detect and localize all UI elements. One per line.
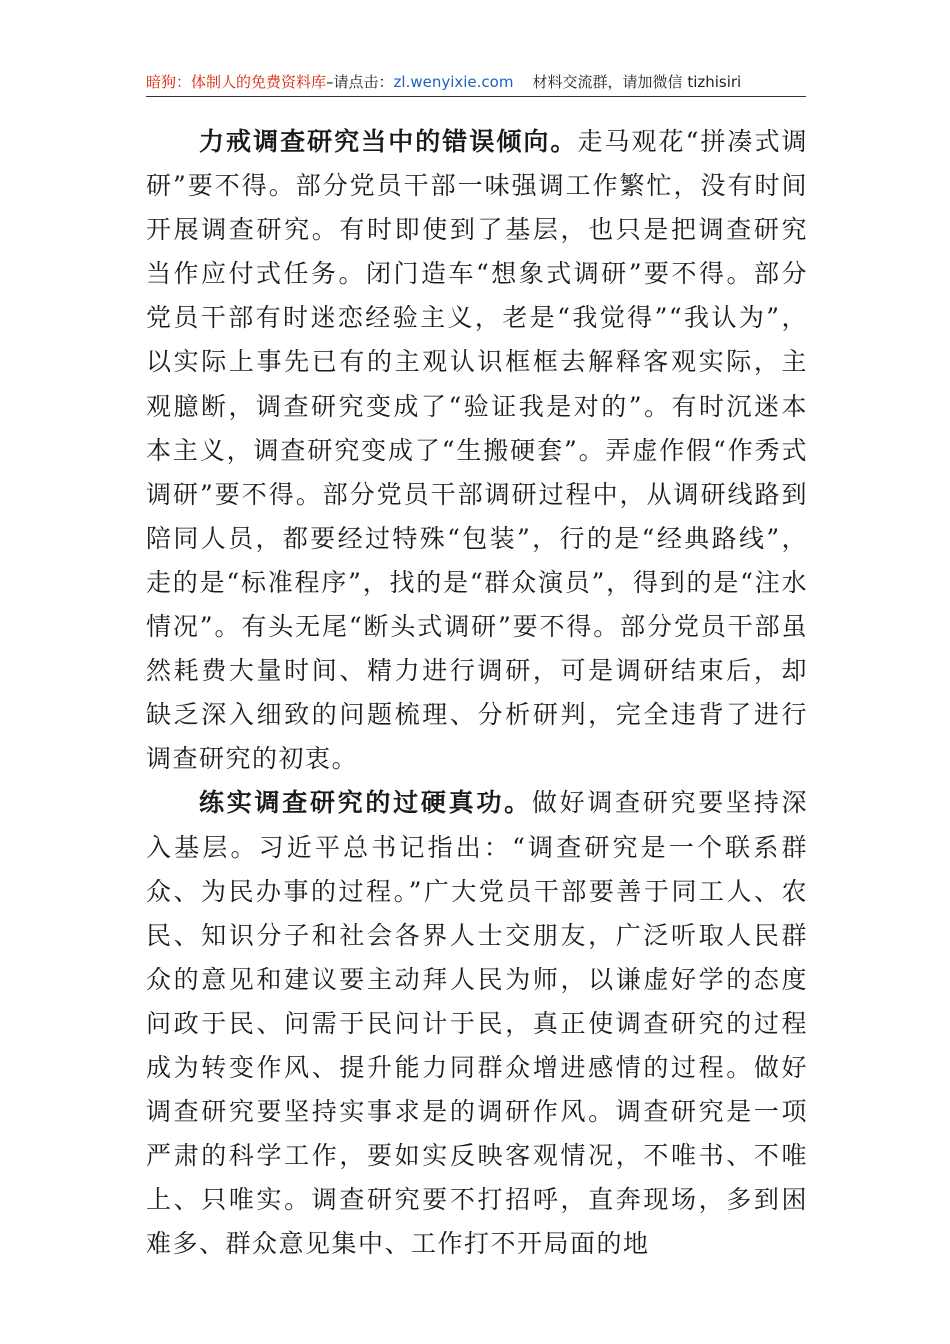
header-brand: 暗狗：体制人的免费资料库 (146, 73, 327, 91)
paragraph-text: 走马观花“拼凑式调研”要不得。部分党员干部一味强调工作繁忙，没有时间开展调查研究。有时即使到了基层，也只是把调查研究当作应付式任务。闭门造车“想象式调研”要不得。部分党员干部有时迷恋经验主义，老是“我觉得”“我认为”，以实际上事先已有的主观认识框框去解释客观实际，主观臆断，调查研究变成了“验证我是对的”。有时沉迷本本主义，调查研究变成了“生搬硬套”。弄虚作假“作秀式调研”要不得。部分党员干部调研过程中，从调研线路到陪同人员，都要经过特殊“包装”，行的是“经典路线”，走的是“标准程序”，找的是“群众演员”，得到的是“注水情况”。有头无尾“断头式调研”要不得。部分党员干部虽然耗费大量时间、精力进行调研，可是调研结束后，却缺乏深入细致的问题梳理、分析研判，完全违背了进行调查研究的初衷。 (146, 127, 808, 774)
header-prompt: –请点击： (326, 73, 394, 91)
paragraph-lead: 练实调查研究的过硬真功。 (199, 788, 532, 818)
header-divider (146, 96, 806, 97)
page-header (146, 70, 806, 94)
paragraph-text: 做好调查研究要坚持深入基层。习近平总书记指出：“调查研究是一个联系群众、为民办事的过程。”广大党员干部要善于同工人、农民、知识分子和社会各界人士交朋友，广泛听取人民群众的意见和建议要主动拜人民为师，以谦虚好学的态度问政于民、问需于民问计于民，真正使调查研究的过程成为转变作风、提升能力同群众增进感情的过程。做好调查研究要坚持实事求是的调研作风。调查研究是一项严肃的科学工作，要如实反映客观情况，不唯书、不唯上、只唯实。调查研究要不打招呼，直奔现场，多到困难多、群众意见集中、工作打不开局面的地 (146, 788, 808, 1259)
paragraph-errors (146, 120, 808, 781)
header-url-link[interactable]: zl.wenyixie.com (393, 73, 514, 91)
paragraph-lead: 力戒调查研究当中的错误倾向。 (199, 127, 578, 156)
header-contact: 材料交流群，请加微信 tizhisiri (532, 73, 742, 91)
paragraph-skills (146, 781, 808, 1266)
document-body (146, 120, 808, 1266)
